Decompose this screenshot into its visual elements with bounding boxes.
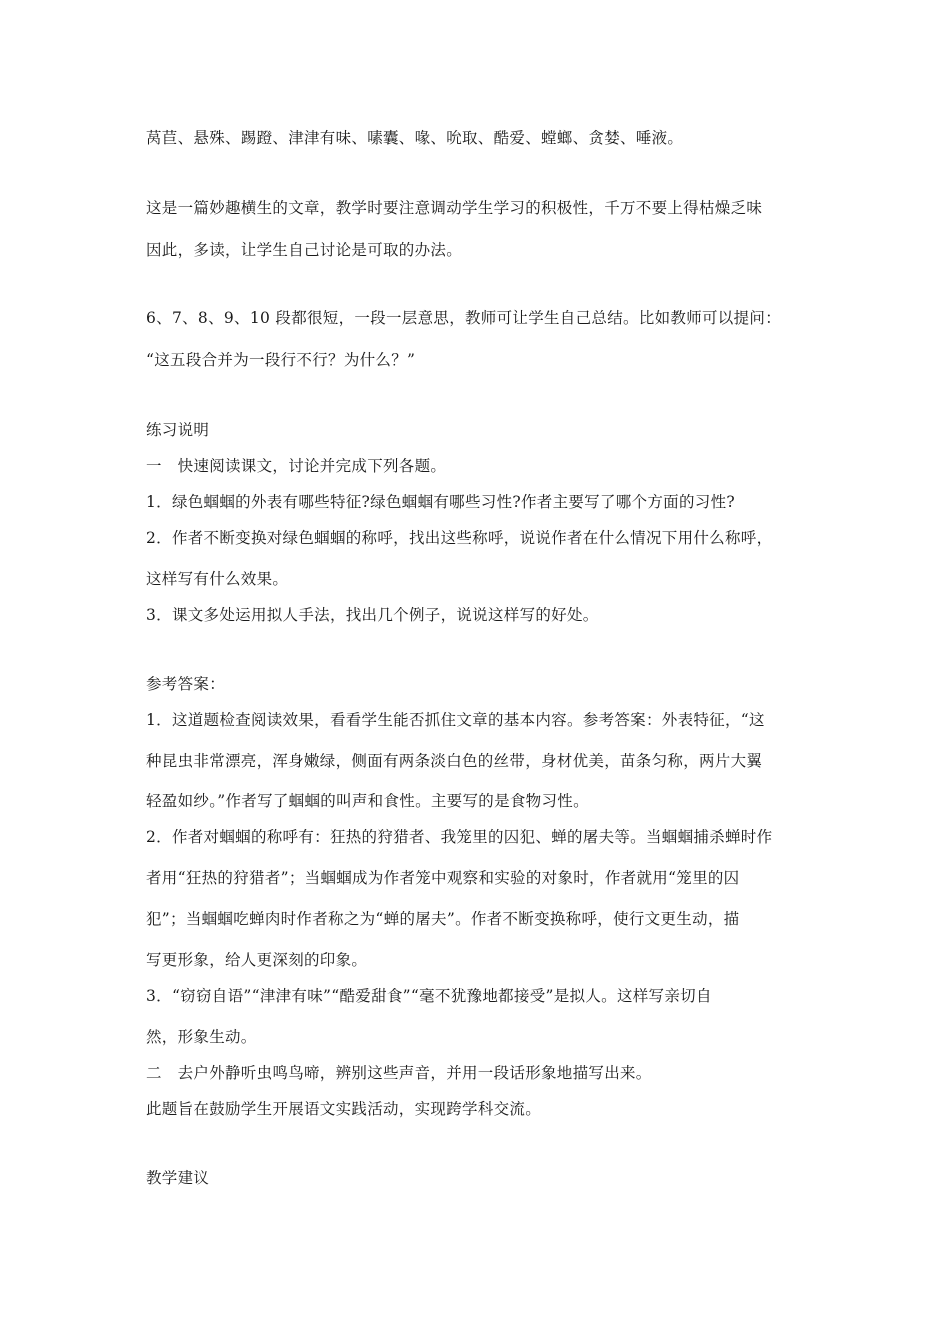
- section-heading-suggestions: 教学建议: [146, 1169, 210, 1187]
- answer-line: 此题旨在鼓励学生开展语文实践活动，实现跨学科交流。: [146, 1100, 542, 1118]
- vocabulary-line: 莴苣、悬殊、踢蹬、津津有味、嗉囊、喙、吮取、酷爱、螳螂、贪婪、唾液。: [146, 129, 684, 147]
- teaching-note-line: 因此，多读，让学生自己讨论是可取的办法。: [146, 241, 463, 259]
- answer-line: 者用“狂热的狩猎者”；当蝈蝈成为作者笼中观察和实验的对象时，作者就用“笼里的囚: [146, 869, 740, 887]
- answer-line: 轻盈如纱。”作者写了蝈蝈的叫声和食性。主要写的是食物习性。: [146, 792, 589, 810]
- answer-line: 种昆虫非常漂亮，浑身嫩绿，侧面有两条淡白色的丝带，身材优美，苗条匀称，两片大翼: [146, 752, 763, 770]
- answer-line: 写更形象，给人更深刻的印象。: [146, 951, 368, 969]
- answer-line: 1．这道题检查阅读效果，看看学生能否抓住文章的基本内容。参考答案：外表特征，“这: [146, 711, 765, 729]
- answer-line: 2．作者对蝈蝈的称呼有：狂热的狩猎者、我笼里的囚犯、蝉的屠夫等。当蝈蝈捕杀蝉时作: [146, 828, 773, 846]
- exercise-item: 3．课文多处运用拟人手法，找出几个例子，说说这样写的好处。: [146, 606, 599, 624]
- answer-line: 犯”；当蝈蝈吃蝉肉时作者称之为“蝉的屠夫”。作者不断变换称呼，使行文更生动，描: [146, 910, 740, 928]
- exercise-item: 这样写有什么效果。: [146, 570, 289, 588]
- section-heading-answers: 参考答案：: [146, 675, 226, 693]
- paragraph-note-line: 6、7、8、9、10 段都很短，一段一层意思，教师可让学生自己总结。比如教师可以提问：: [146, 309, 781, 327]
- exercise-item: 1．绿色蝈蝈的外表有哪些特征?绿色蝈蝈有哪些习性?作者主要写了哪个方面的习性?: [146, 493, 735, 511]
- answer-line: 然，形象生动。: [146, 1028, 257, 1046]
- teaching-note-line: 这是一篇妙趣横生的文章，教学时要注意调动学生学习的积极性，千万不要上得枯燥乏味: [146, 199, 763, 217]
- section-heading-exercises: 练习说明: [146, 421, 210, 439]
- paragraph-note-line: “这五段合并为一段行不行？为什么？”: [146, 351, 416, 369]
- exercise-item: 一 快速阅读课文，讨论并完成下列各题。: [146, 457, 447, 475]
- answer-line: 3．“窃窃自语”“津津有味”“酷爱甜食”“毫不犹豫地都接受”是拟人。这样写亲切自: [146, 987, 712, 1005]
- exercise-item: 二 去户外静听虫鸣鸟啼，辨别这些声音，并用一段话形象地描写出来。: [146, 1064, 652, 1082]
- exercise-item: 2．作者不断变换对绿色蝈蝈的称呼，找出这些称呼，说说作者在什么情况下用什么称呼，: [146, 529, 773, 547]
